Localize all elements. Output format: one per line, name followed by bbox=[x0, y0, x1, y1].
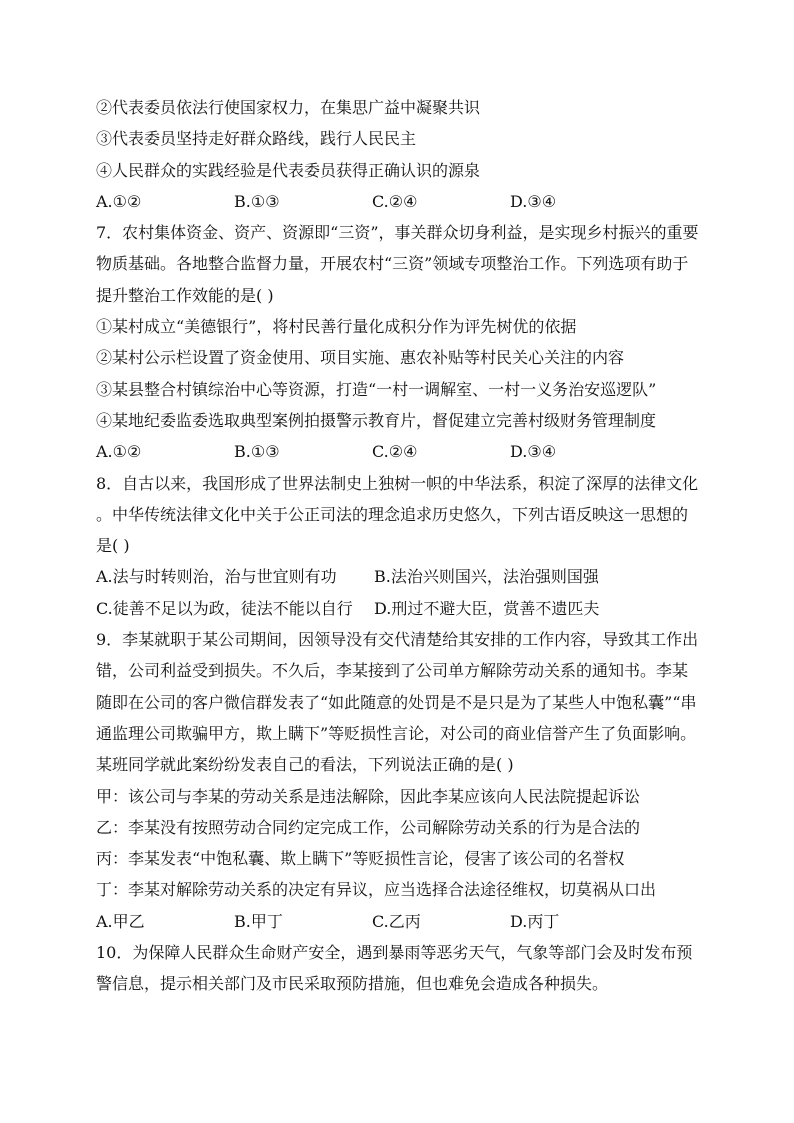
question-stem: 7．农村集体资金、资产、资源即“三资”，事关群众切身利益，是实现乡村振兴的重要 bbox=[96, 223, 699, 243]
question-stem: 提升整治工作效能的是( ) bbox=[96, 285, 274, 305]
answer-options bbox=[96, 186, 700, 217]
question-8 bbox=[96, 468, 700, 624]
option-d: D.③④ bbox=[510, 442, 557, 462]
option-b: B.法治兴则国兴，法治强则国强 bbox=[374, 567, 599, 587]
statement: ②代表委员依法行使国家权力，在集思广益中凝聚共识 bbox=[96, 98, 481, 117]
statement: ②某村公示栏设置了资金使用、项目实施、惠农补贴等村民关心关注的内容 bbox=[96, 348, 625, 368]
statement: ④人民群众的实践经验是代表委员获得正确认识的源泉 bbox=[96, 160, 481, 180]
question-9 bbox=[96, 624, 700, 937]
question-stem: 10．为保障人民群众生命财产安全，遇到暴雨等恶劣天气，气象等部门会及时发布预 bbox=[96, 943, 693, 963]
question-6-tail bbox=[96, 92, 700, 217]
statement: ④某地纪委监委选取典型案例拍摄警示教育片，督促建立完善村级财务管理制度 bbox=[96, 410, 657, 430]
statement: 乙：李某没有按照劳动合同约定完成工作，公司解除劳动关系的行为是合法的 bbox=[96, 817, 641, 837]
option-d: D.丙丁 bbox=[510, 911, 560, 931]
question-stem: 某班同学就此案纷纷发表自己的看法，下列说法正确的是( ) bbox=[96, 755, 514, 775]
answer-options-row bbox=[96, 561, 700, 592]
question-stem: 9．李某就职于某公司期间，因领导没有交代清楚给其安排的工作内容，导致其工作出 bbox=[96, 630, 699, 650]
question-stem: 错，公司利益受到损失。不久后，李某接到了公司单方解除劳动关系的通知书。李某 bbox=[96, 661, 689, 681]
question-stem: 。中华传统法律文化中关于公正司法的理念追求历史悠久，下列古语反映这一思想的 bbox=[96, 504, 689, 524]
answer-options bbox=[96, 436, 700, 467]
statement: ③代表委员坚持走好群众路线，践行人民民主 bbox=[96, 129, 417, 149]
question-10 bbox=[96, 937, 700, 1000]
statement: ①某村成立“美德银行”，将村民善行量化成积分作为评先树优的依据 bbox=[96, 317, 577, 337]
option-b: B.①③ bbox=[234, 191, 280, 211]
option-c: C.②④ bbox=[372, 191, 418, 211]
option-d: D.刑过不避大臣，赏善不遗匹夫 bbox=[374, 598, 600, 618]
option-c: C.乙丙 bbox=[372, 911, 421, 931]
option-a: A.法与时转则治，治与世宜则有功 bbox=[96, 567, 337, 587]
option-b: B.甲丁 bbox=[234, 911, 283, 931]
option-a: A.①② bbox=[96, 191, 142, 211]
question-stem: 警信息，提示相关部门及市民采取预防措施，但也难免会造成各种损失。 bbox=[96, 974, 609, 994]
question-stem: 通监理公司欺骗甲方，欺上瞒下”等贬损性言论，对公司的商业信誉产生了负面影响。 bbox=[96, 723, 697, 743]
exam-page bbox=[96, 92, 700, 1000]
statement: 丁：李某对解除劳动关系的决定有异议，应当选择合法途径维权，切莫祸从口出 bbox=[96, 880, 657, 900]
question-stem: 8．自古以来，我国形成了世界法制史上独树一帜的中华法系，积淀了深厚的法律文化 bbox=[96, 473, 699, 493]
answer-options bbox=[96, 906, 700, 937]
question-7 bbox=[96, 217, 700, 467]
question-stem: 随即在公司的客户微信群发表了“如此随意的处罚是不是只是为了某些人中饱私囊”“串 bbox=[96, 692, 697, 712]
option-b: B.①③ bbox=[234, 442, 280, 462]
statement: ③某县整合村镇综治中心等资源，打造“一村一调解室、一村一义务治安巡逻队” bbox=[96, 379, 657, 399]
option-c: C.②④ bbox=[372, 442, 418, 462]
option-d: D.③④ bbox=[510, 191, 557, 211]
statement: 丙：李某发表“中饱私囊、欺上瞒下”等贬损性言论，侵害了该公司的名誉权 bbox=[96, 849, 625, 869]
option-a: A.甲乙 bbox=[96, 911, 145, 931]
option-a: A.①② bbox=[96, 442, 142, 462]
question-stem: 物质基础。各地整合监督力量，开展农村“三资”领域专项整治工作。下列选项有助于 bbox=[96, 254, 689, 274]
statement: 甲：该公司与李某的劳动关系是违法解除，因此李某应该向人民法院提起诉讼 bbox=[96, 786, 641, 806]
option-c: C.徒善不足以为政，徒法不能以自行 bbox=[96, 598, 353, 618]
answer-options-row bbox=[96, 593, 700, 624]
question-stem: 是( ) bbox=[96, 536, 130, 556]
